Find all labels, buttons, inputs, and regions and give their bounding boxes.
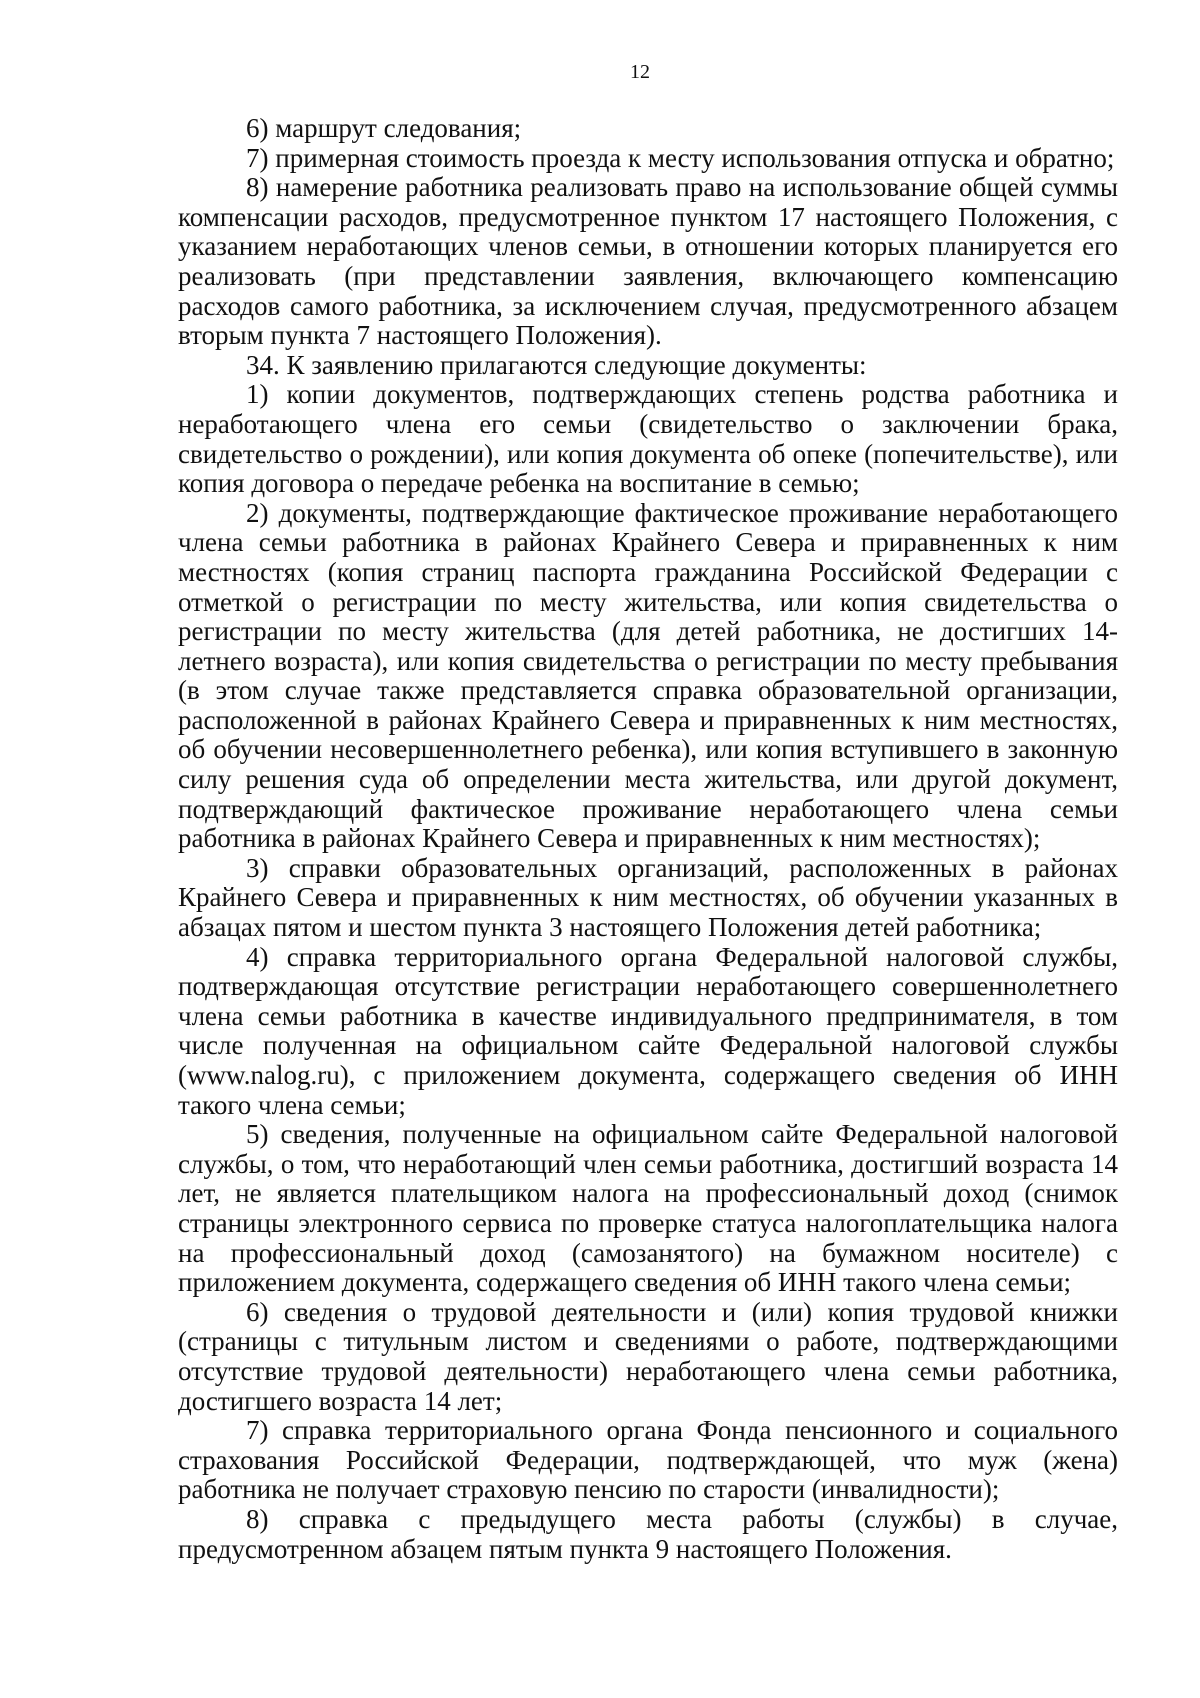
paragraph-doc-4-tax-registration: 4) справка территориального органа Федеральной налоговой службы, подтверждающая отсутствие регистрации неработающего совершеннолетнего члена семьи работника в качестве индивидуального предпринимателя, в том числе полученная на официальном сайте Федеральной налоговой службы (www.nalog.ru), с приложением документа, содержащего сведения об ИНН такого члена семьи;	[178, 941, 1118, 1120]
paragraph-doc-8-previous-job: 8) справка с предыдущего места работы (службы) в случае, предусмотренном абзацем пятым пункта 9 настоящего Положения.	[178, 1503, 1118, 1564]
paragraph-doc-5-self-employment: 5) сведения, полученные на официальном сайте Федеральной налоговой службы, о том, что неработающий член семьи работника, достигший возраста 14 лет, не является плательщиком налога на профессиональный доход (снимок страницы электронного сервиса по проверке статуса налогоплательщика налога на профессиональный доход (самозанятого) на бумажном носителе) с приложением документа, содержащего сведения об ИНН такого члена семьи;	[178, 1119, 1118, 1298]
paragraph-doc-6-employment-record: 6) сведения о трудовой деятельности и (или) копия трудовой книжки (страницы с титульным листом и сведениями о работе, подтверждающими отсутствие трудовой деятельности) неработающего члена семьи работника, достигшего возраста 14 лет;	[178, 1296, 1118, 1416]
paragraph-clause-34: 34. К заявлению прилагаются следующие документы:	[246, 349, 867, 380]
paragraph-item-7-travel-cost: 7) примерная стоимость проезда к месту использования отпуска и обратно;	[246, 142, 1115, 173]
paragraph-item-6-route: 6) маршрут следования;	[246, 113, 522, 143]
paragraph-doc-2-residence: 2) документы, подтверждающие фактическое проживание неработающего члена семьи работника в районах Крайнего Севера и приравненных к ним местностях (копия страниц паспорта гражданина Российской Федерации с отметкой о регистрации по месту жительства, или копия свидетельства о регистрации по месту жительства (для детей работника, не достигших 14-летнего возраста), или копия свидетельства о регистрации по месту пребывания (в этом случае также представляется справка образовательной организации, расположенной в районах Крайнего Севера и приравненных к ним местностях, об обучении несовершеннолетнего ребенка), или копия вступившего в законную силу решения суда об определении места жительства, или другой документ, подтверждающий фактическое проживание неработающего члена семьи работника в районах Крайнего Севера и приравненных к ним местностях);	[178, 497, 1118, 854]
document-body	[178, 114, 1118, 1564]
paragraph-doc-3-education: 3) справки образовательных организаций, расположенных в районах Крайнего Севера и приравненных к ним местностях, об обучении указанных в абзацах пятом и шестом пункта 3 настоящего Положения детей работника;	[178, 852, 1118, 943]
paragraph-doc-1-kinship: 1) копии документов, подтверждающих степень родства работника и неработающего члена его семьи (свидетельство о заключении брака, свидетельство о рождении), или копия документа об опеке (попечительстве), или копия договора о передаче ребенка на воспитание в семью;	[178, 379, 1118, 499]
paragraph-doc-7-pension-fund: 7) справка территориального органа Фонда пенсионного и социального страхования Российской Федерации, подтверждающей, что муж (жена) работника не получает страховую пенсию по старости (инвалидности);	[178, 1415, 1118, 1505]
page-number: 12	[630, 61, 650, 83]
paragraph-item-8-intention: 8) намерение работника реализовать право на использование общей суммы компенсации расходов, предусмотренное пунктом 17 настоящего Положения, с указанием неработающих членов семьи, в отношении которых планируется его реализовать (при представлении заявления, включающего компенсацию расходов самого работника, за исключением случая, предусмотренного абзацем вторым пункта 7 настоящего Положения).	[178, 172, 1118, 351]
